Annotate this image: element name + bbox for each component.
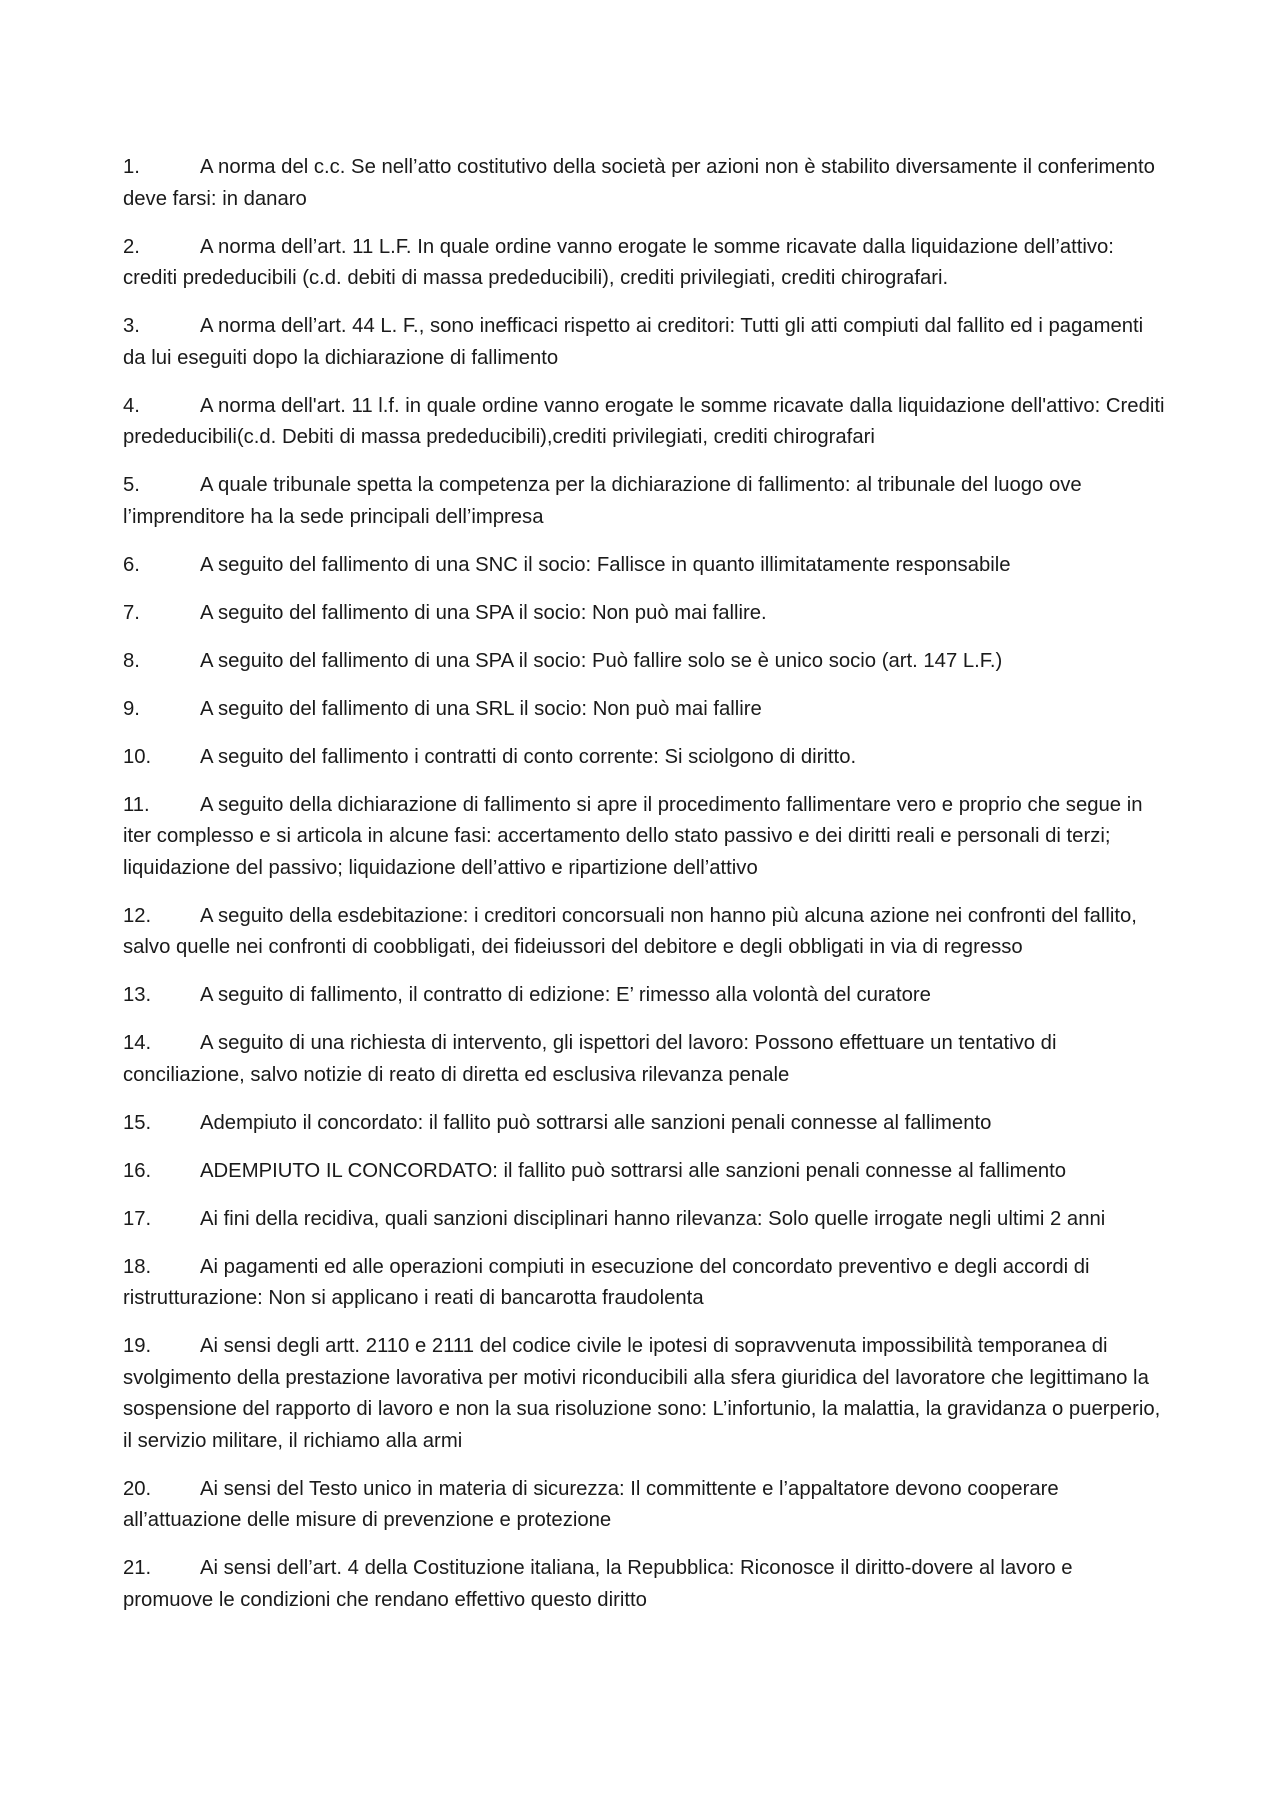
item-text: ADEMPIUTO IL CONCORDATO: il fallito può sottrarsi alle sanzioni penali connesse al fallimento	[200, 1159, 1067, 1182]
item-text: Ai pagamenti ed alle operazioni compiuti in esecuzione del concordato preventivo e degli accordi di ristrutturazione: Non si applicano i reati di bancarotta fraudolenta	[123, 1255, 1090, 1309]
list-item	[123, 1028, 1168, 1091]
item-number: 18.	[123, 1255, 152, 1278]
item-text: A seguito del fallimento di una SNC il socio: Fallisce in quanto illimitatamente responsabile	[200, 553, 1011, 576]
item-number: 4.	[123, 394, 140, 417]
list-item	[123, 742, 1168, 774]
list-item	[123, 646, 1168, 678]
item-text: Ai sensi del Testo unico in materia di sicurezza: Il committente e l’appaltatore devono cooperare all’attuazione delle misure di prevenzione e protezione	[123, 1477, 1059, 1531]
item-text: A seguito del fallimento di una SPA il socio: Non può mai fallire.	[200, 601, 767, 624]
list-item	[123, 1108, 1168, 1140]
list-item	[123, 550, 1168, 582]
list-item	[123, 232, 1168, 295]
item-text: A seguito del fallimento di una SRL il socio: Non può mai fallire	[200, 697, 762, 720]
item-number: 20.	[123, 1477, 152, 1500]
list-item	[123, 1156, 1168, 1188]
item-text: A norma dell’art. 11 L.F. In quale ordine vanno erogate le somme ricavate dalla liquidazione dell’attivo: crediti prededucibili (c.d. debiti di massa prededucibili), crediti privilegiati, crediti chirografari.	[123, 235, 1114, 289]
numbered-list	[123, 152, 1168, 1633]
item-text: A seguito della dichiarazione di fallimento si apre il procedimento fallimentare vero e proprio che segue in iter complesso e si articola in alcune fasi: accertamento dello stato passivo e dei diritti reali e personali di terzi; liquidazione del passivo; liquidazione dell’attivo e ripartizione dell’attivo	[123, 793, 1143, 879]
item-text: A norma del c.c. Se nell’atto costitutivo della società per azioni non è stabilito diversamente il conferimento deve farsi: in danaro	[123, 156, 1155, 210]
list-item	[123, 470, 1168, 533]
item-number: 19.	[123, 1335, 152, 1357]
item-number: 6.	[123, 553, 140, 576]
list-item	[123, 694, 1168, 726]
item-number: 16.	[123, 1159, 152, 1182]
list-item	[123, 901, 1168, 964]
item-number: 12.	[123, 904, 152, 927]
item-text: Ai sensi degli artt. 2110 e 2111 del codice civile le ipotesi di sopravvenuta impossibilità temporanea di svolgimento della prestazione lavorativa per motivi riconducibili alla sfera giuridica del lavoratore che legittimano la sospensione del rapporto di lavoro e non la sua risoluzione sono: L’infortunio, la malattia, la gravidanza o puerperio, il servizio militare, il richiamo alla armi	[123, 1335, 1161, 1452]
item-number: 3.	[123, 315, 140, 337]
item-text: A quale tribunale spetta la competenza per la dichiarazione di fallimento: al tribunale del luogo ove l’imprenditore ha la sede principali dell’impresa	[123, 474, 1082, 528]
list-item	[123, 391, 1168, 454]
list-item	[123, 980, 1168, 1012]
item-number: 21.	[123, 1557, 152, 1579]
item-text: A norma dell'art. 11 l.f. in quale ordine vanno erogate le somme ricavate dalla liquidazione dell'attivo: Crediti prededucibili(c.d. Debiti di massa prededucibili),crediti privilegiati, crediti chirografari	[123, 394, 1165, 448]
item-number: 17.	[123, 1207, 152, 1230]
item-number: 9.	[123, 697, 140, 720]
list-item	[123, 1553, 1168, 1616]
item-number: 14.	[123, 1032, 152, 1054]
item-number: 5.	[123, 474, 140, 496]
list-item	[123, 1331, 1168, 1457]
item-number: 2.	[123, 235, 140, 258]
item-text: A seguito del fallimento i contratti di conto corrente: Si sciolgono di diritto.	[200, 745, 857, 768]
item-number: 11.	[123, 793, 150, 816]
item-number: 13.	[123, 984, 152, 1006]
item-text: A norma dell’art. 44 L. F., sono inefficaci rispetto ai creditori: Tutti gli atti compiuti dal fallito ed i pagamenti da lui eseguiti dopo la dichiarazione di fallimento	[123, 315, 1144, 369]
item-text: A seguito del fallimento di una SPA il socio: Può fallire solo se è unico socio (art. 147 L.F.)	[200, 649, 1003, 672]
list-item	[123, 1252, 1168, 1315]
item-number: 15.	[123, 1111, 152, 1134]
list-item	[123, 790, 1168, 885]
item-text: A seguito della esdebitazione: i creditori concorsuali non hanno più alcuna azione nei confronti del fallito, salvo quelle nei confronti di coobbligati, dei fideiussori del debitore e degli obbligati in via di regresso	[123, 904, 1137, 958]
item-text: Adempiuto il concordato: il fallito può sottrarsi alle sanzioni penali connesse al fallimento	[200, 1111, 992, 1134]
item-text: Ai fini della recidiva, quali sanzioni disciplinari hanno rilevanza: Solo quelle irrogate negli ultimi 2 anni	[200, 1207, 1106, 1230]
item-number: 8.	[123, 649, 140, 672]
list-item	[123, 1474, 1168, 1537]
item-text: A seguito di una richiesta di intervento, gli ispettori del lavoro: Possono effettuare un tentativo di conciliazione, salvo notizie di reato di diretta ed esclusiva rilevanza penale	[123, 1032, 1057, 1086]
list-item	[123, 152, 1168, 215]
list-item	[123, 311, 1168, 374]
item-number: 10.	[123, 745, 152, 768]
item-text: A seguito di fallimento, il contratto di edizione: E’ rimesso alla volontà del curatore	[200, 984, 931, 1006]
item-number: 7.	[123, 601, 140, 624]
item-text: Ai sensi dell’art. 4 della Costituzione italiana, la Repubblica: Riconosce il diritto-dovere al lavoro e promuove le condizioni che rendano effettivo questo diritto	[123, 1557, 1073, 1611]
list-item	[123, 598, 1168, 630]
item-number: 1.	[123, 156, 140, 178]
list-item	[123, 1204, 1168, 1236]
